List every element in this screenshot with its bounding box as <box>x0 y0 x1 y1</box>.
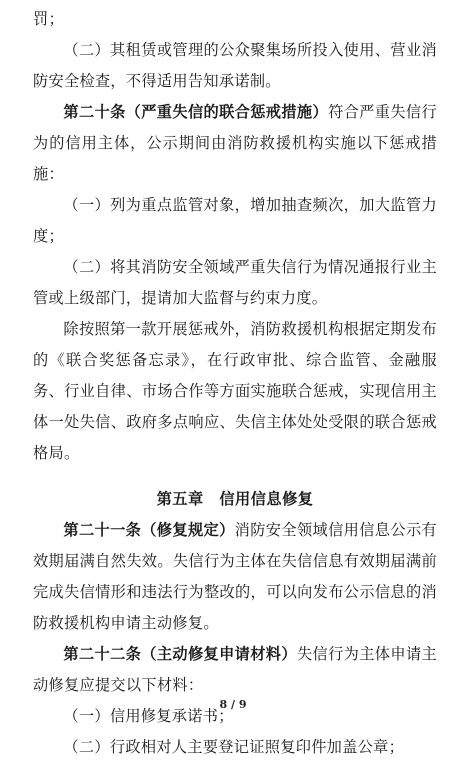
page-number: 8 / 9 <box>219 698 247 711</box>
article-20-heading: 第二十条（严重失信的联合惩戒措施） <box>63 103 329 121</box>
article-22 <box>33 639 437 701</box>
article-21-body: 消防安全领域信用信息公示有效期届满自然失效。失信行为主体在失信信息有效期届满前完成失信情形和违法行为整改的，可以向发布公示信息的消防救援机构申请主动修复。 <box>33 521 437 632</box>
paragraph-material-1: （一）信用修复承诺书； <box>63 707 234 725</box>
article-22-body: 失信行为主体申请主动修复应提交以下材料： <box>33 645 438 694</box>
article-20-body: 符合严重失信行为的信用主体，公示期间由消防救援机构实施以下惩戒措施： <box>33 103 437 183</box>
chapter-title: 第五章 信用信息修复 <box>156 490 314 508</box>
article-20 <box>33 97 437 190</box>
document-body <box>33 4 437 763</box>
article-22-heading: 第二十二条（主动修复申请材料） <box>63 645 297 663</box>
paragraph-clause-2: （二）其租赁或管理的公众聚集场所投入使用、营业消防安全检查，不得适用告知承诺制。 <box>33 41 437 90</box>
paragraph-material-2: （二）行政相对人主要登记证照复印件加盖公章； <box>63 738 405 756</box>
paragraph-joint-punishment: 除按照第一款开展惩戒外，消防救援机构根据定期发布的《联合奖惩备忘录》，在行政审批、综合监管、金融服务、行业自律、市场合作等方面实施联合惩戒，实现信用主体一处失信、政府多点响应、失信主体处处受限的联合惩戒格局。 <box>33 320 437 462</box>
article-21 <box>33 515 437 639</box>
paragraph-measure-2: （二）将其消防安全领域严重失信行为情况通报行业主管或上级部门，提请加大监督与约束力度。 <box>33 258 437 307</box>
paragraph-continuation: 罚； <box>33 10 64 28</box>
paragraph-measure-1: （一）列为重点监管对象，增加抽查频次，加大监管力度； <box>33 196 437 245</box>
article-21-heading: 第二十一条（修复规定） <box>63 521 235 539</box>
